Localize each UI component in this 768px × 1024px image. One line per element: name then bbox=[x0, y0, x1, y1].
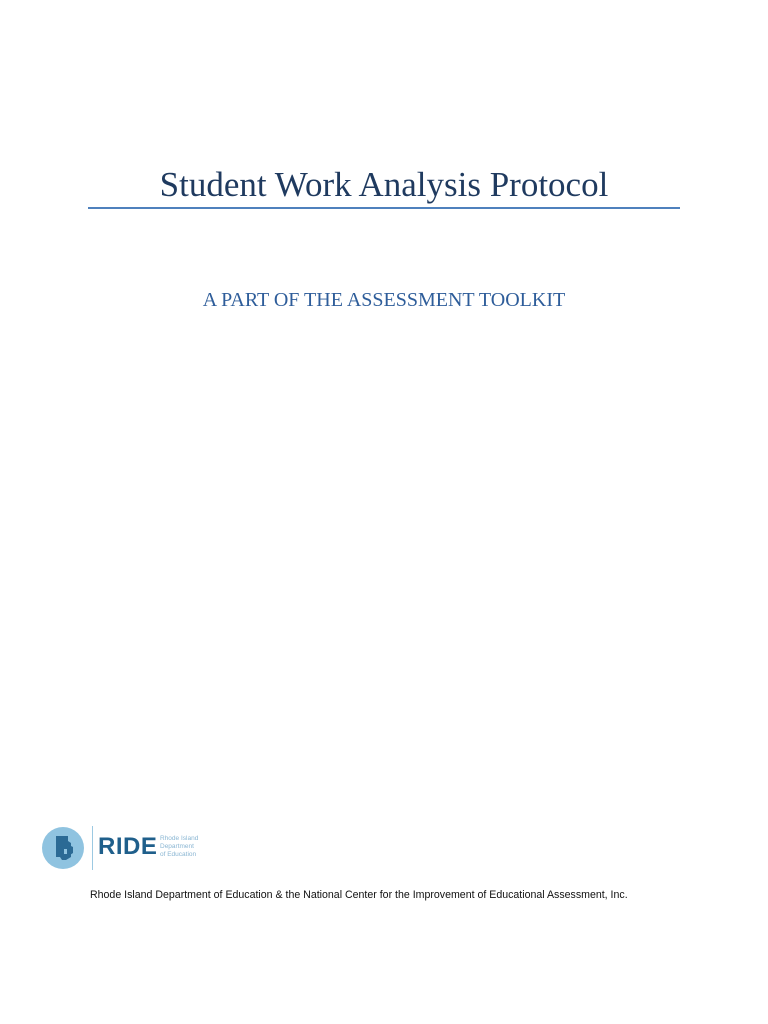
logo-subtext-line: of Education bbox=[160, 851, 197, 858]
logo-subtext-line: Rhode Island bbox=[160, 835, 199, 842]
ride-logo bbox=[42, 824, 212, 872]
state-shape-icon bbox=[42, 827, 84, 869]
title-underline bbox=[88, 207, 680, 209]
document-title: Student Work Analysis Protocol bbox=[159, 165, 609, 204]
logo-subtext-line: Department bbox=[160, 843, 194, 850]
logo-divider bbox=[92, 826, 93, 870]
rhode-island-state-icon bbox=[42, 827, 84, 869]
document-subtitle: A PART OF THE ASSESSMENT TOOLKIT bbox=[202, 289, 566, 311]
logo-wordmark: RIDE bbox=[98, 833, 158, 860]
logo-subtext bbox=[160, 835, 220, 859]
footer-attribution: Rhode Island Department of Education & the National Center for the Improvement of Educational Assessment, Inc. bbox=[90, 889, 628, 901]
